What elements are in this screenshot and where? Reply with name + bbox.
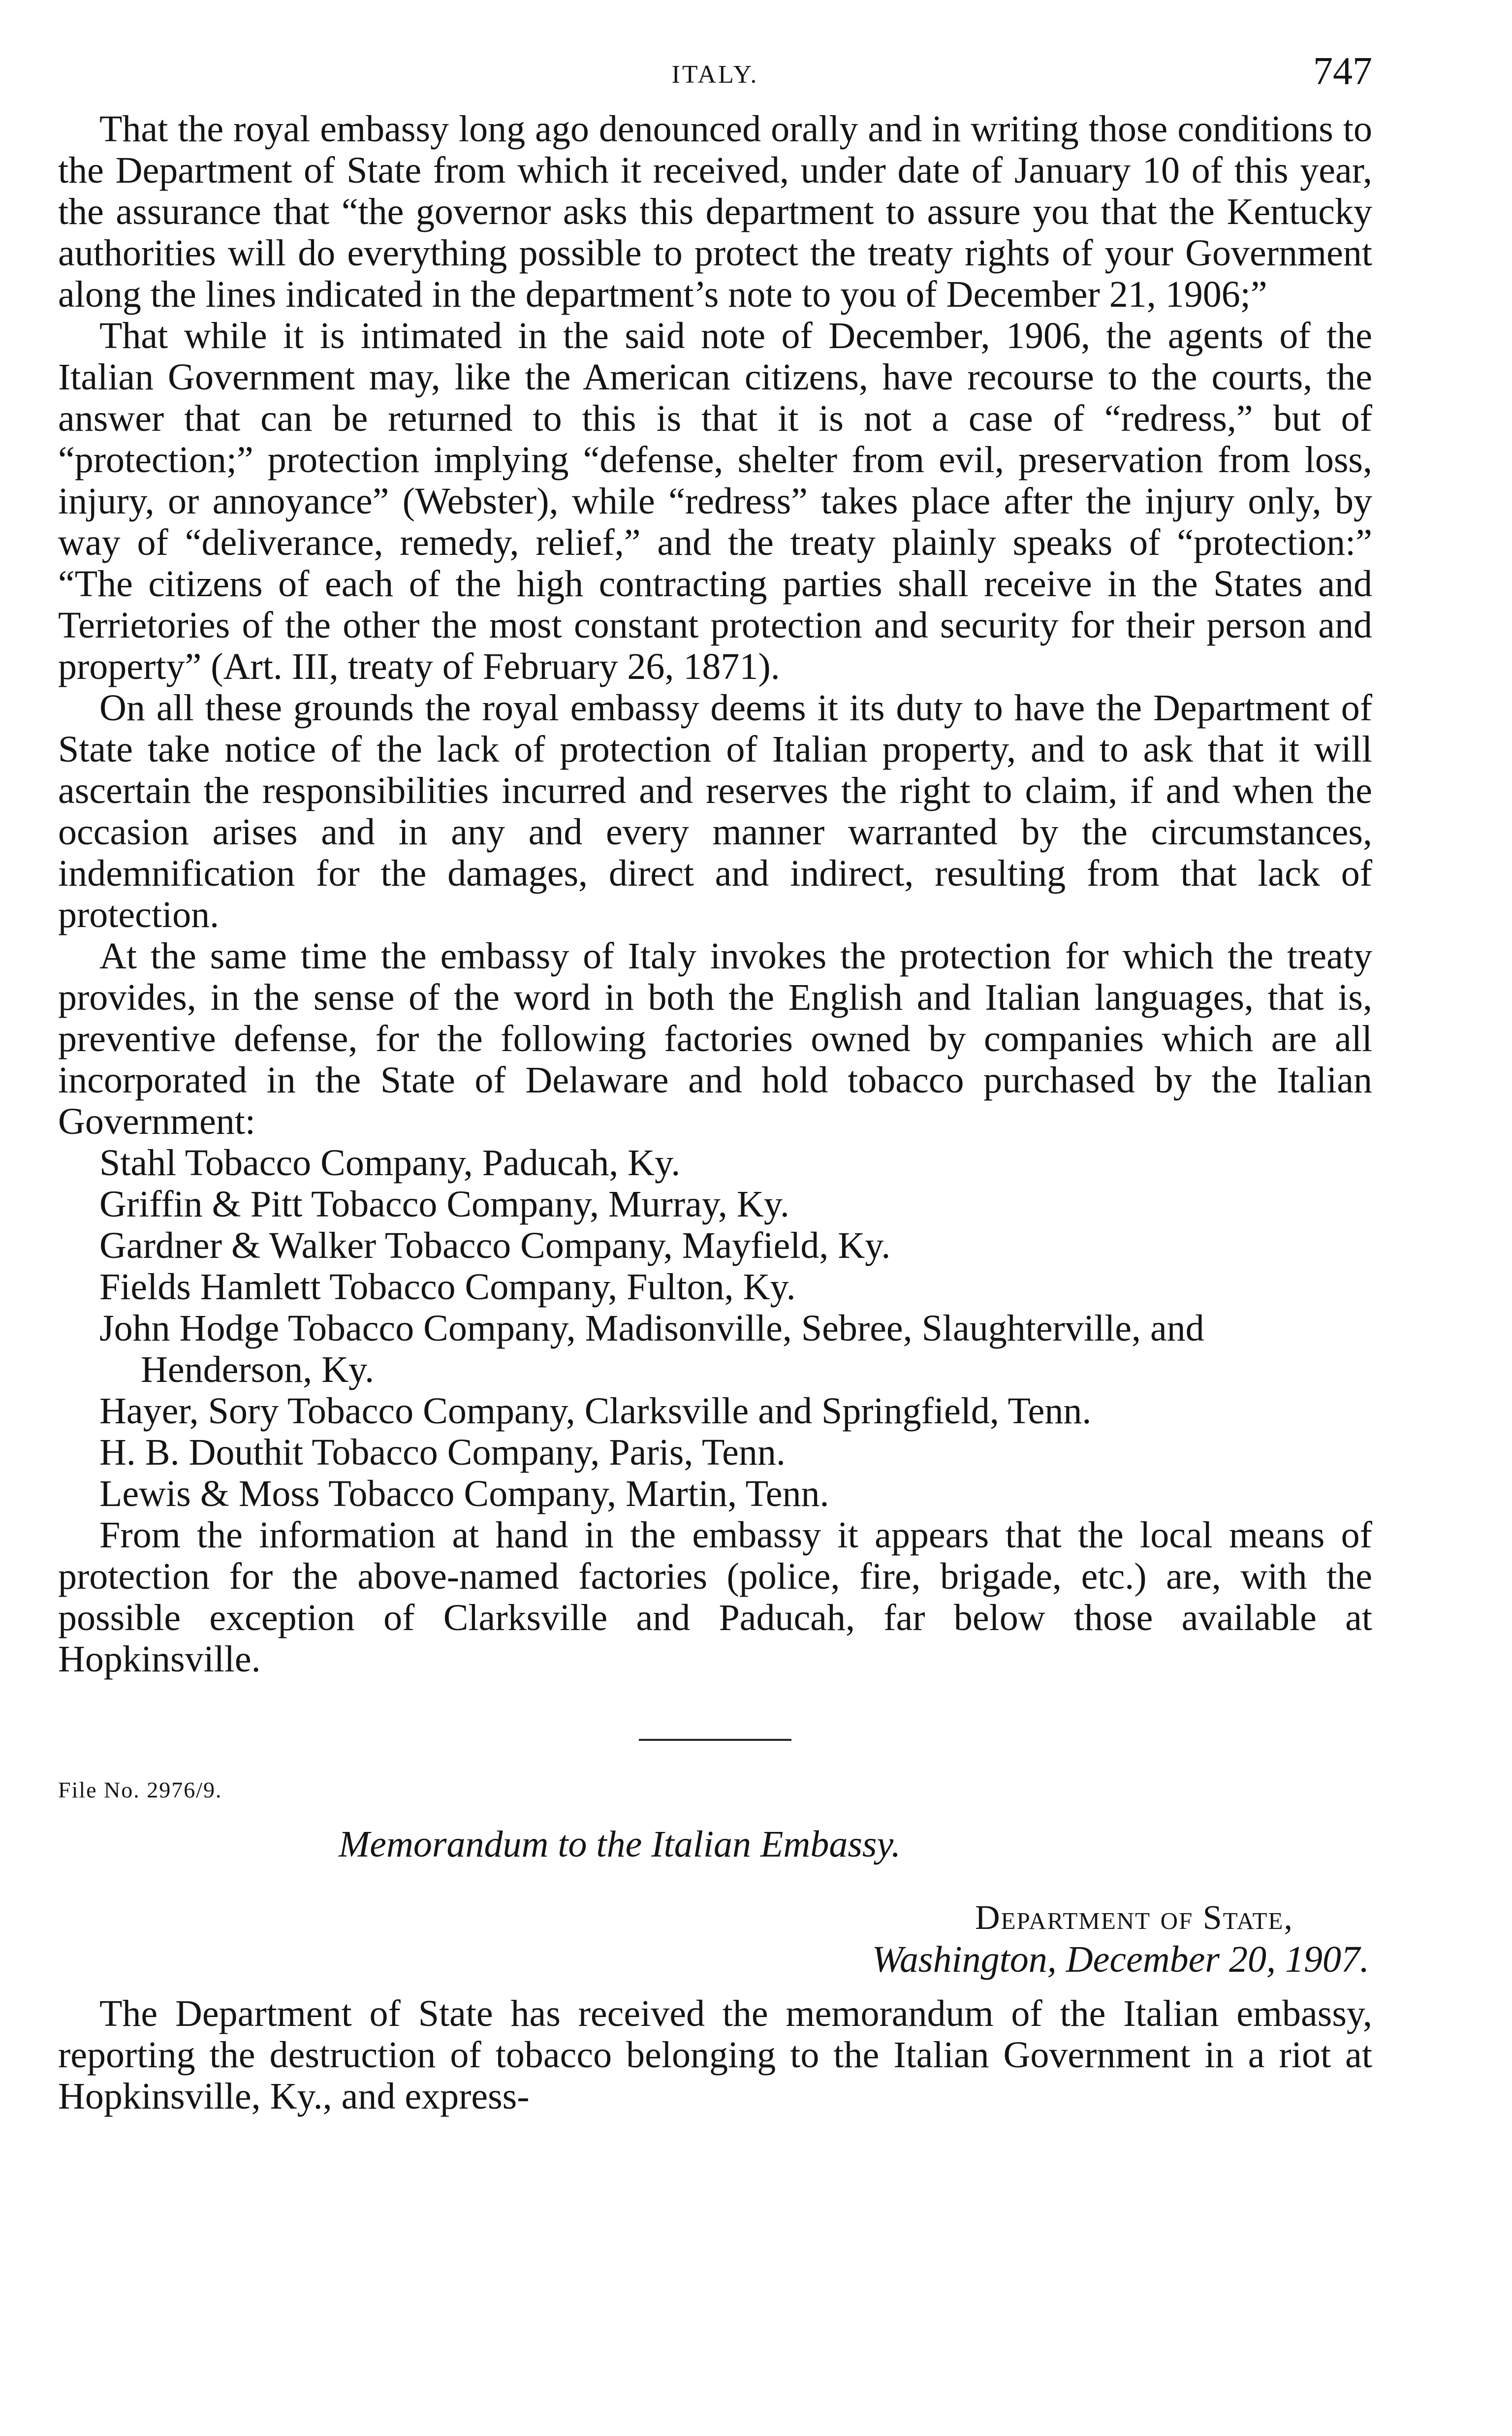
page-header — [58, 49, 1372, 108]
running-head: ITALY. — [671, 61, 759, 89]
closing-paragraph: From the information at hand in the embassy it appears that the local means of protection for the above-named factories (police, fire, brigade, etc.) are, with the possible exception of Clarksville and Paducah, far below those available at Hopkinsville. — [58, 1514, 1372, 1680]
company-list — [58, 1142, 1372, 1514]
body-paragraph: On all these grounds the royal embassy deems it its duty to have the Department of State take notice of the lack of protection of Italian property, and to ask that it will ascertain the responsibilities incurred and reserves the right to claim, if and when the occasion arises and in any and every manner warranted by the circumstances, indemnification for the damages, direct and indirect, resulting from that lack of protection. — [58, 687, 1372, 935]
company-list-item: John Hodge Tobacco Company, Madisonville, Sebree, Slaughterville, and Henderson, Ky. — [99, 1308, 1204, 1390]
company-list-item: Gardner & Walker Tobacco Company, Mayfield, Ky. — [99, 1225, 891, 1266]
section-divider — [639, 1739, 791, 1741]
memo-paragraph: The Department of State has received the memorandum of the Italian embassy, reporting the destruction of tobacco belonging to the Italian Government in a riot at Hopkinsville, Ky., and express- — [58, 1993, 1372, 2117]
body-paragraph: That while it is intimated in the said note of December, 1906, the agents of the Italian Government may, like the American citizens, have recourse to the courts, the answer that can be returned to this is that it is not a case of “redress,” but of “protection;” protection implying “defense, shelter from evil, preservation from loss, injury, or annoyance” (Webster), while “redress” takes place after the injury only, by way of “deliverance, remedy, relief,” and the treaty plainly speaks of “protection:” “The citizens of each of the high contracting parties shall receive in the States and Terrietories of the other the most constant protection and security for their person and property” (Art. III, treaty of February 26, 1871). — [58, 315, 1372, 687]
memo-department: Department of State, — [975, 1899, 1293, 1937]
file-number: File No. 2976/9. — [58, 1777, 222, 1802]
company-list-item: Hayer, Sory Tobacco Company, Clarksville and Springfield, Tenn. — [99, 1390, 1092, 1432]
memo-title: Memorandum to the Italian Embassy. — [339, 1824, 901, 1865]
company-list-item: Fields Hamlett Tobacco Company, Fulton, Ky. — [99, 1266, 796, 1308]
page-number: 747 — [1313, 50, 1372, 93]
memo-dateline: Washington, December 20, 1907. — [872, 1939, 1369, 1980]
document-page — [58, 49, 1372, 2117]
company-list-item: Griffin & Pitt Tobacco Company, Murray, Ky. — [99, 1184, 789, 1225]
company-list-item: H. B. Douthit Tobacco Company, Paris, Tenn. — [99, 1432, 786, 1473]
company-list-item: Lewis & Moss Tobacco Company, Martin, Tenn. — [99, 1473, 829, 1514]
body-paragraph: That the royal embassy long ago denounced orally and in writing those conditions to the Department of State from which it received, under date of January 10 of this year, the assurance that “the governor asks this department to assure you that the Kentucky authorities will do everything possible to protect the treaty rights of your Government along the lines indicated in the department’s note to you of December 21, 1906;” — [58, 108, 1372, 315]
company-list-item: Stahl Tobacco Company, Paducah, Ky. — [99, 1142, 681, 1184]
body-paragraph: At the same time the embassy of Italy invokes the protection for which the treaty provides, in the sense of the word in both the English and Italian languages, that is, preventive defense, for the following factories owned by companies which are all incorporated in the State of Delaware and hold tobacco purchased by the Italian Government: — [58, 935, 1372, 1142]
